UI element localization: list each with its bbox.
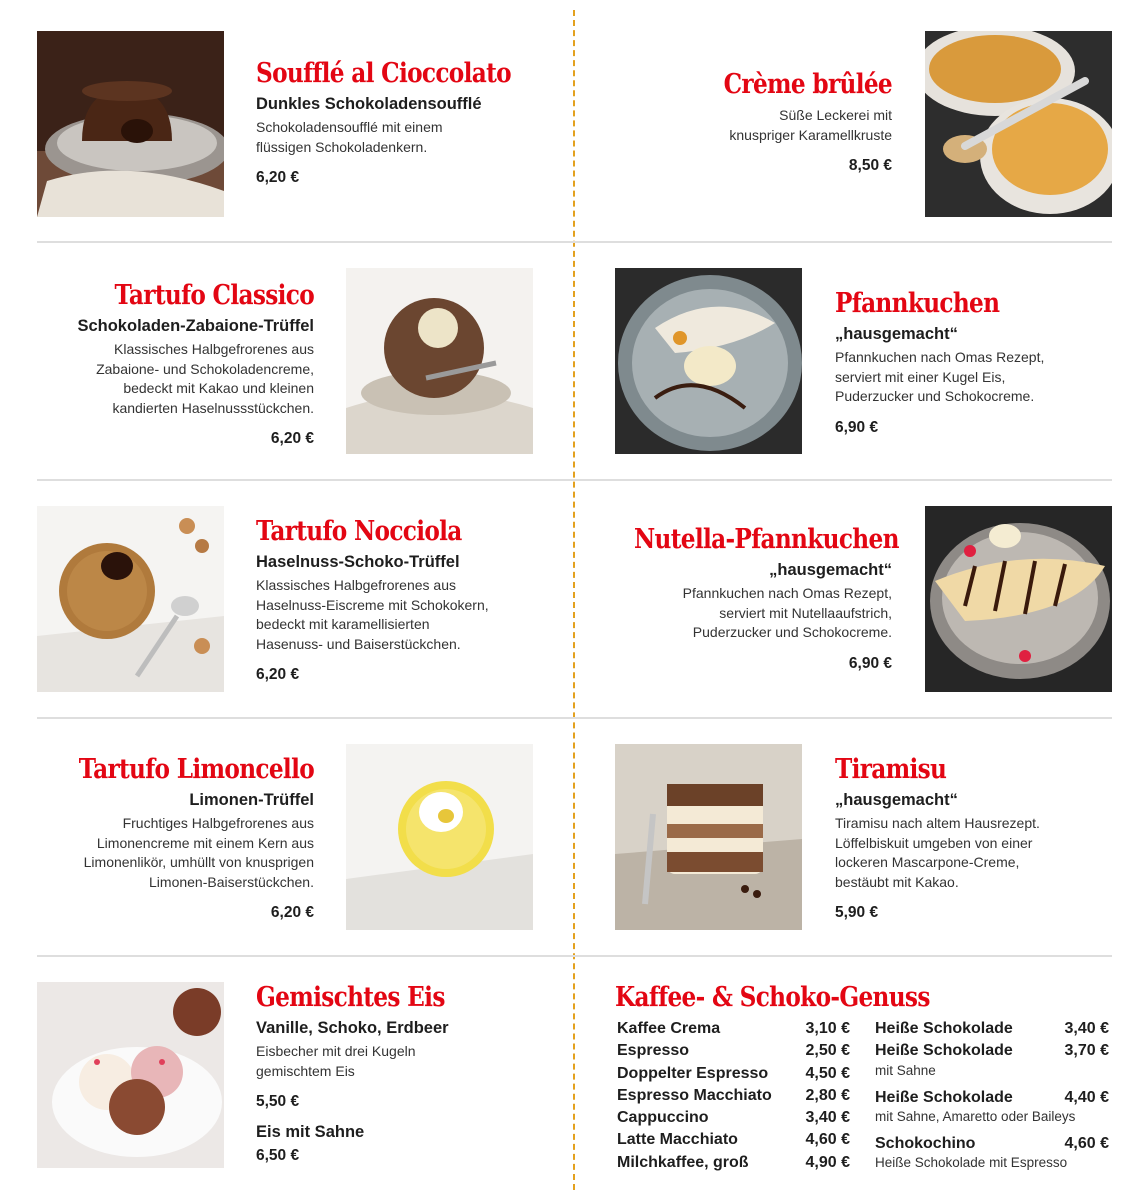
menu-item-tiramisu [835, 754, 1115, 922]
item-title: Soufflé al Cioccolato [256, 58, 511, 89]
drink-row: Schokochino 4,60 € [875, 1134, 1109, 1152]
tartufo-classico-photo [346, 268, 533, 454]
item-title: Tartufo Limoncello [78, 754, 314, 785]
menu-item-nutella-pfannkuchen [592, 524, 899, 673]
item-price: 5,90 € [835, 904, 879, 921]
drink-row: Doppelter Espresso 4,50 € [617, 1064, 850, 1082]
center-divider [573, 10, 575, 1190]
menu-item-gemischtes-eis [256, 982, 556, 1165]
row-divider [37, 479, 1112, 481]
item-subtitle: Haselnuss-Schoko-Trüffel [256, 553, 460, 571]
item-price: 6,20 € [256, 169, 300, 186]
item-description: Tiramisu nach altem Hausrezept. Löffelbiskuit umgeben von einer lockeren Mascarpone-Creme, bestäubt mit Kakao. [835, 815, 1040, 890]
souffle-photo [37, 31, 224, 217]
item-description: Klassisches Halbgefrorenes aus Zabaione- und Schokoladencreme, bedeckt mit Kakao und kleinen kandierten Haselnussstückchen. [96, 341, 314, 416]
menu-item-creme-brulee [592, 69, 892, 175]
item-price: 6,20 € [270, 430, 314, 447]
menu-item-tartufo-classico [14, 280, 314, 448]
item-subtitle: Schokoladen-Zabaione-Trüffel [77, 317, 314, 335]
drink-row: Cappuccino 3,40 € [617, 1109, 850, 1127]
menu-item-tartufo-limoncello [14, 754, 314, 922]
item-description: Pfannkuchen nach Omas Rezept, serviert mit einer Kugel Eis, Puderzucker und Schokocreme. [835, 349, 1045, 404]
tartufo-limoncello-photo [346, 744, 533, 930]
item-description: Klassisches Halbgefrorenes aus Haselnuss-Eiscreme mit Schokokern, bedeckt mit karamellisierten Hasenuss- und Baiserstückchen. [256, 577, 489, 652]
gemischtes-eis-photo [37, 982, 224, 1168]
drink-row: Kaffee Crema 3,10 € [617, 1020, 850, 1037]
drinks-header [615, 982, 1015, 1014]
drink-note: mit Sahne [875, 1062, 936, 1078]
item-price-sahne: 6,50 € [256, 1147, 300, 1164]
creme-brulee-photo [925, 31, 1112, 217]
tartufo-nocciola-photo [37, 506, 224, 692]
drink-note: Heiße Schokolade mit Espresso [875, 1155, 1068, 1171]
item-title: Tartufo Nocciola [256, 516, 462, 547]
drinks-column-chocolate [875, 1018, 1109, 1171]
item-price: 5,50 € [256, 1093, 300, 1110]
item-title: Crème brûlée [723, 69, 892, 100]
drink-row: Milchkaffee, groß 4,90 € [617, 1153, 850, 1171]
tiramisu-photo [615, 744, 802, 930]
item-subtitle: Dunkles Schokoladensoufflé [256, 95, 482, 113]
item-description: Schokoladensoufflé mit einem flüssigen Schokoladenkern. [256, 119, 443, 155]
item-price: 6,20 € [270, 904, 314, 921]
item-title: Tiramisu [835, 754, 947, 785]
item-title: Tartufo Classico [114, 280, 314, 311]
item-subtitle: Limonen-Trüffel [189, 791, 314, 809]
item-description: Süße Leckerei mit knuspriger Karamellkruste [729, 107, 892, 143]
item-price: 6,90 € [848, 654, 892, 672]
row-divider [37, 955, 1112, 957]
drink-row: Heiße Schokolade 3,40 € [875, 1020, 1109, 1037]
item-price: 8,50 € [848, 157, 892, 174]
drinks-column-coffee [617, 1018, 850, 1174]
nutella-pfannkuchen-photo [925, 506, 1112, 692]
menu-item-souffle [256, 58, 556, 187]
item-subtitle: „hausgemacht“ [769, 561, 892, 579]
drink-row: Latte Macchiato 4,60 € [617, 1131, 850, 1149]
item-title: Nutella-Pfannkuchen [634, 524, 899, 555]
item-title: Gemischtes Eis [256, 982, 445, 1013]
item-subtitle: „hausgemacht“ [835, 325, 958, 343]
item-description: Fruchtiges Halbgefrorenes aus Limonencreme mit einem Kern aus Limonenlikör, umhüllt von knusprigen Limonen-Baiserstückchen. [83, 815, 314, 890]
item-subtitle: Vanille, Schoko, Erdbeer [256, 1019, 449, 1037]
row-divider [37, 241, 1112, 243]
drink-row: Espresso 2,50 € [617, 1042, 850, 1060]
item-price: 6,90 € [835, 418, 879, 436]
pfannkuchen-photo [615, 268, 802, 454]
item-price: 6,20 € [256, 666, 300, 683]
drink-row: Espresso Macchiato 2,80 € [617, 1086, 850, 1104]
item-subtitle-sahne: Eis mit Sahne [256, 1123, 365, 1141]
drinks-title: Kaffee- & Schoko-Genuss [615, 982, 930, 1013]
drink-note: mit Sahne, Amaretto oder Baileys [875, 1108, 1076, 1124]
drink-row: Heiße Schokolade 3,70 € [875, 1042, 1109, 1060]
menu-item-pfannkuchen [835, 288, 1115, 437]
drink-row: Heiße Schokolade 4,40 € [875, 1088, 1109, 1106]
item-subtitle: „hausgemacht“ [835, 791, 958, 809]
item-description: Eisbecher mit drei Kugeln gemischtem Eis [256, 1043, 416, 1079]
item-title: Pfannkuchen [835, 288, 1000, 319]
item-description: Pfannkuchen nach Omas Rezept, serviert mit Nutellaaufstrich, Puderzucker und Schokocreme. [682, 585, 892, 640]
row-divider [37, 717, 1112, 719]
menu-item-tartufo-nocciola [256, 516, 561, 684]
